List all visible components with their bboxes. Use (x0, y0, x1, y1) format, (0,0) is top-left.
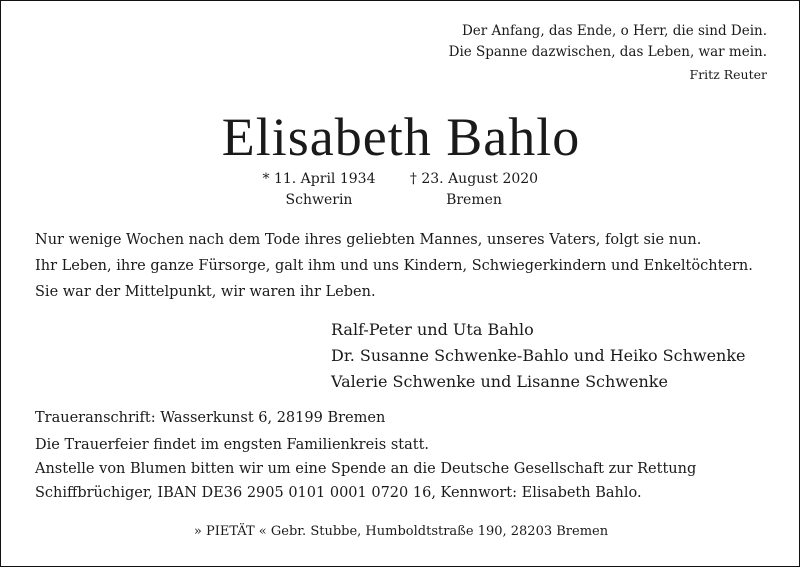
death-info (399, 169, 549, 211)
birth-date: * 11. April 1934 (262, 171, 376, 187)
death-date: † 23. August 2020 (409, 171, 539, 187)
funeral-info (35, 406, 775, 505)
message-line: Sie war der Mittelpunkt, wir waren ihr Leben. (35, 284, 376, 300)
quote-line: Der Anfang, das Ende, o Herr, die sind Dein. (461, 23, 767, 39)
quote-line: Die Spanne dazwischen, das Leben, war mein. (448, 44, 767, 60)
undertaker-credit: » PIETÄT « Gebr. Stubbe, Humboldtstraße 190, 28203 Bremen (193, 524, 609, 539)
birth-info (249, 169, 389, 211)
epigraph-quote (367, 21, 767, 85)
quote-author: Fritz Reuter (689, 67, 767, 82)
mourner: Ralf-Peter und Uta Bahlo (331, 320, 534, 339)
deceased-name: Elisabeth Bahlo (221, 107, 581, 167)
mourner: Dr. Susanne Schwenke-Bahlo und Heiko Schwenke (331, 346, 746, 365)
birth-place: Schwerin (285, 192, 353, 208)
mourners-list (331, 317, 746, 395)
message-line: Ihr Leben, ihre ganze Fürsorge, galt ihm und uns Kindern, Schwiegerkindern und Enkeltöchtern. (35, 258, 753, 274)
memorial-message (35, 227, 775, 305)
donation-text-line: Schiffbrüchiger, IBAN DE36 2905 0101 0001 0720 16, Kennwort: Elisabeth Bahlo. (35, 485, 642, 501)
mourner: Valerie Schwenke und Lisanne Schwenke (331, 372, 668, 391)
message-line: Nur wenige Wochen nach dem Tode ihres geliebten Mannes, unseres Vaters, folgt sie nun. (35, 232, 702, 248)
ceremony-note: Die Trauerfeier findet im engsten Familienkreis statt. (35, 437, 430, 453)
mourning-address: Traueranschrift: Wasserkunst 6, 28199 Bremen (35, 410, 386, 426)
death-place: Bremen (446, 192, 502, 208)
donation-text-line: Anstelle von Blumen bitten wir um eine Spende an die Deutsche Gesellschaft zur Rettung (35, 461, 697, 477)
